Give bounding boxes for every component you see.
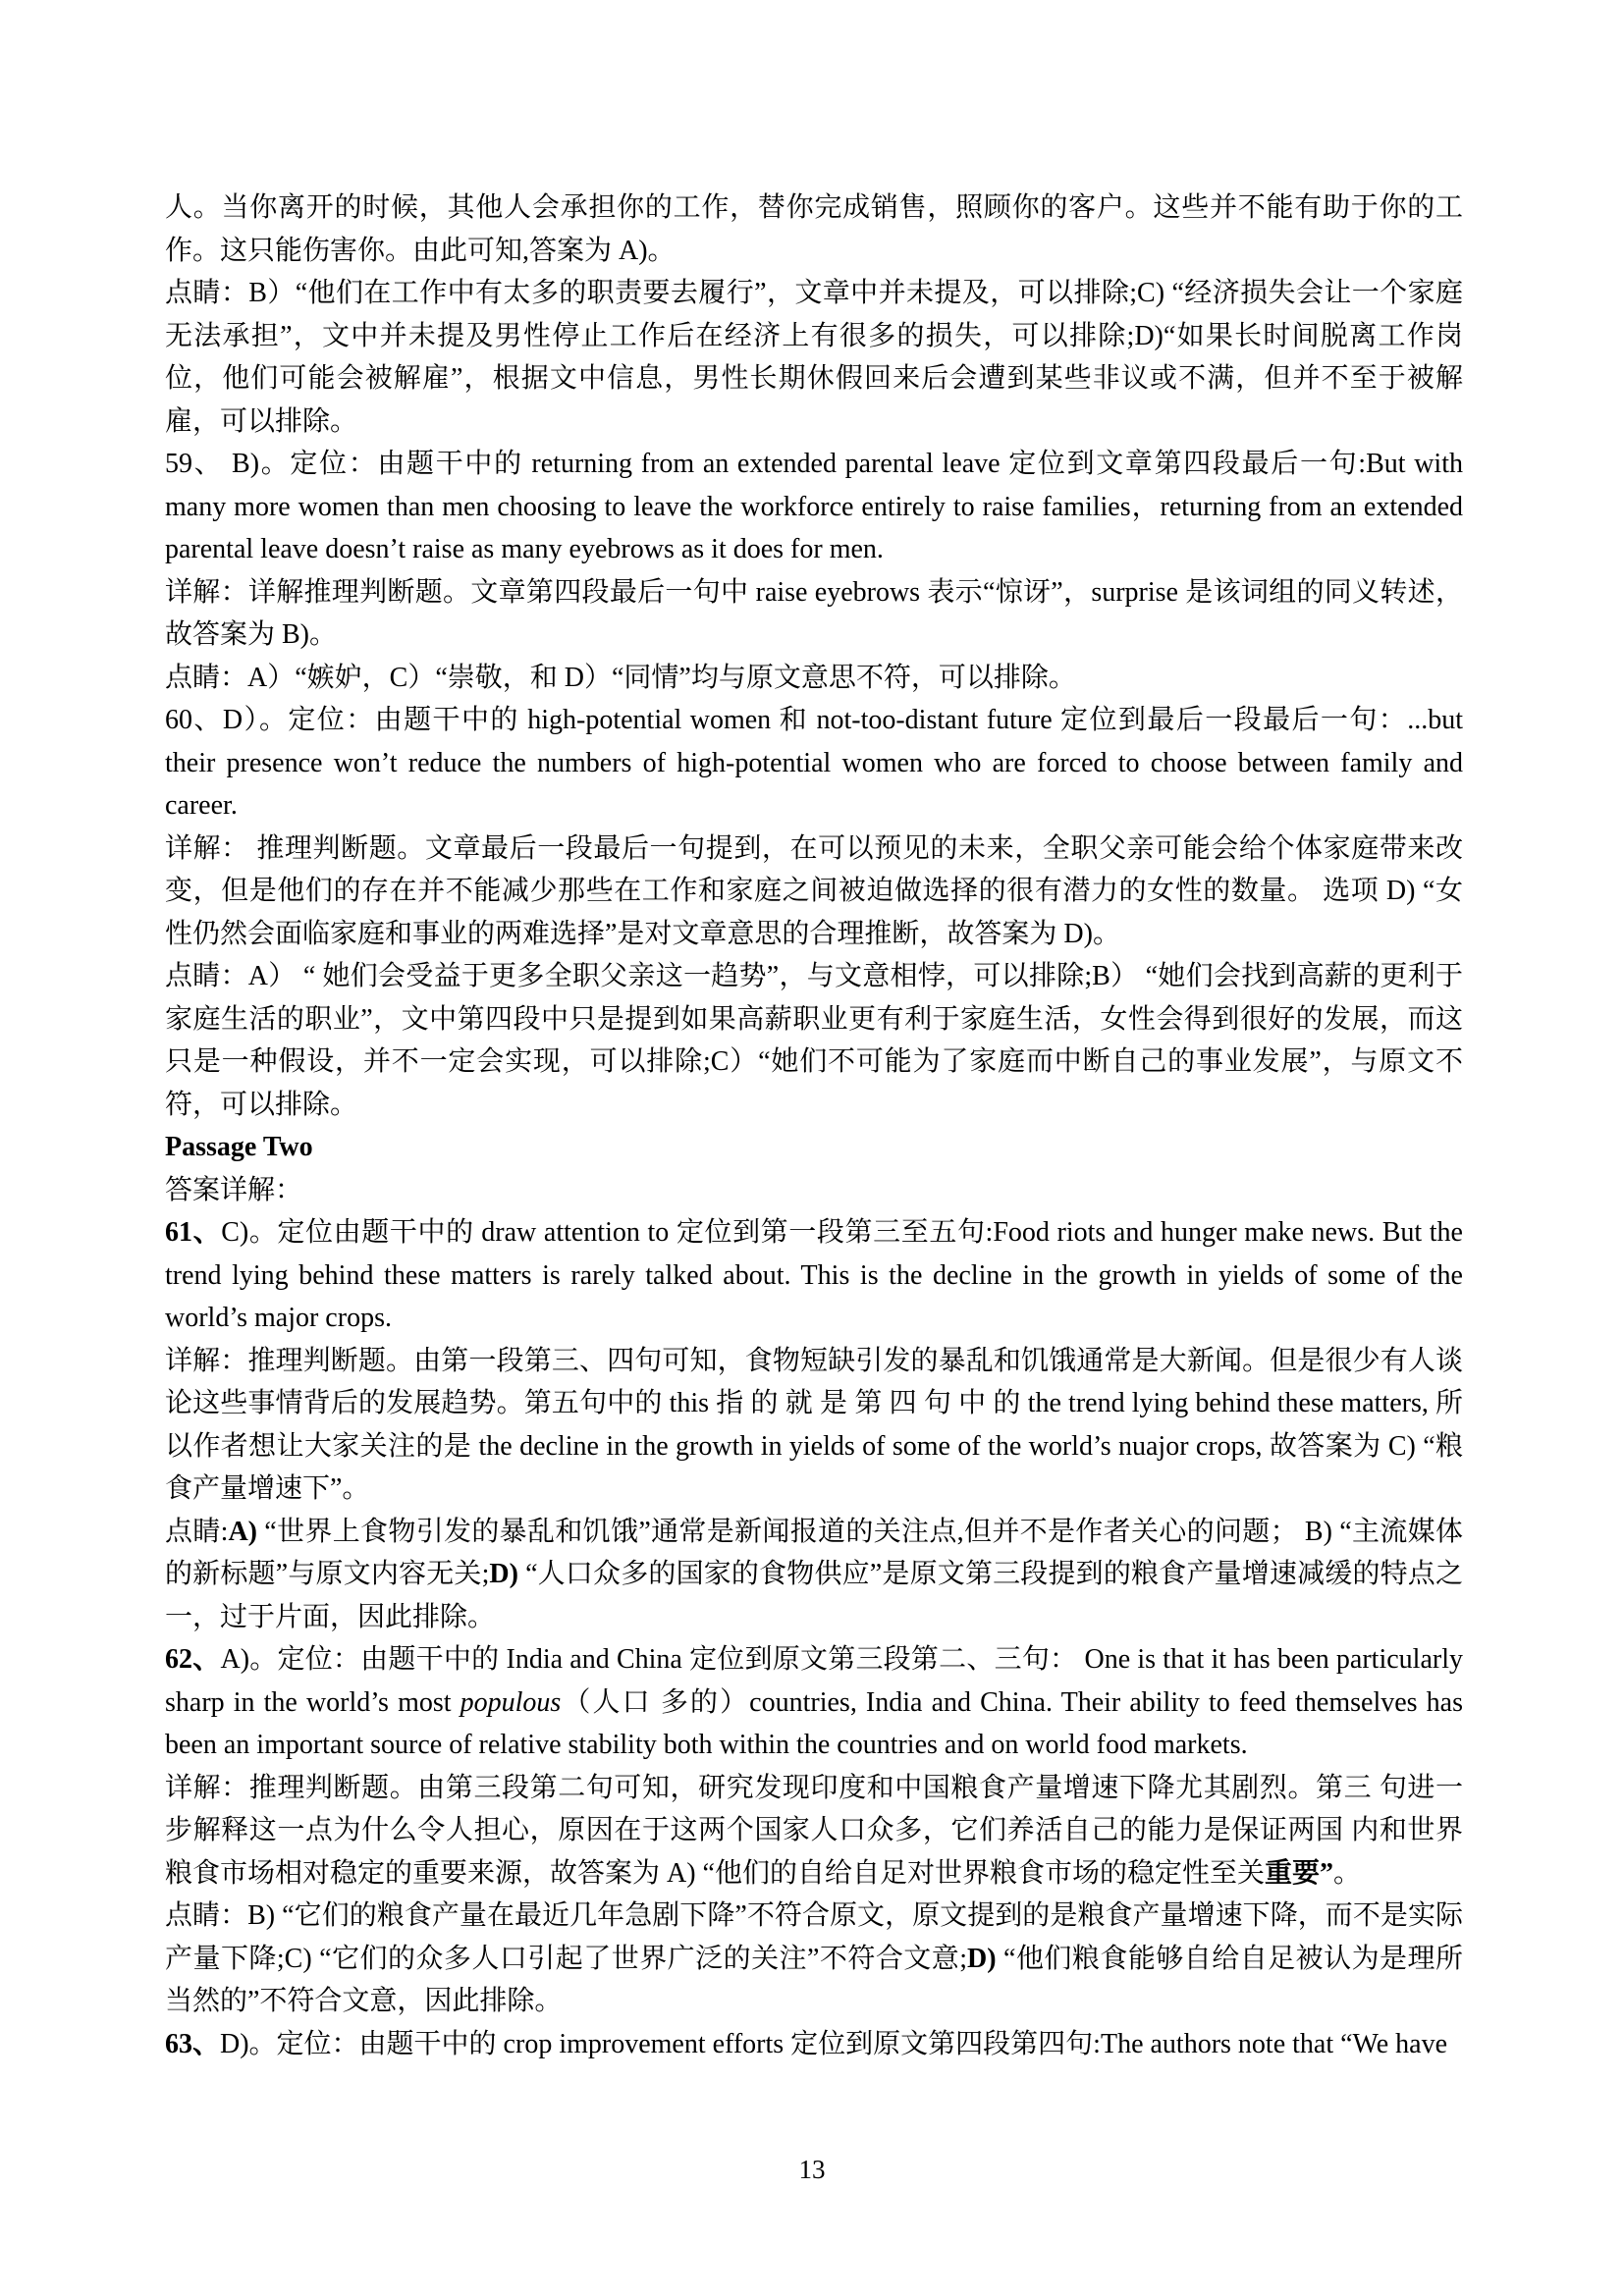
text-run: 61、 (165, 1217, 222, 1248)
text-run: D)。定位：由题干中的 crop improvement efforts 定位到原文第四段第四句:The authors note that “We have (220, 2028, 1448, 2059)
text-run: Passage Two (165, 1132, 313, 1162)
text-run: 点睛：B）“他们在工作中有太多的职责要去履行”，文章中并未提及，可以排除;C) “经济损失会让一个家庭无法承担”，文中并未提及男性停止工作后在经济上有很多的损失，可以排除;D)“如果长时间脱离工作岗位，他们可能会被解雇”，根据文中信息，男性长期休假回来后会遭到某些非议或不满，但并不至于被解雇，可以排除。 (165, 278, 1463, 437)
text-run: 。 (1333, 1857, 1362, 1889)
paragraph (165, 2023, 1463, 2066)
text-run: A) (228, 1516, 257, 1547)
text-run: D) (967, 1943, 997, 1974)
text-run: （人口 多的）countries, India and China. Their ability to feed themselves has been an important source of relative stability both within the countries and on world food markets. (165, 1686, 1463, 1760)
text-run: 59、 B)。定位：由题干中的 returning from an extended parental leave 定位到文章第四段最后一句:But with many more women than men choosing to leave the workforce entirely to raise families，returning from an extended parental leave doesn’t raise as many eyebrows as it does for men. (165, 449, 1463, 564)
paragraph (165, 1511, 1463, 1639)
paragraph (165, 1638, 1463, 1767)
text-run: 详解： 推理判断题。文章最后一段最后一句提到，在可以预见的未来，全职父亲可能会给个体家庭带来改变，但是他们的存在并不能减少那些在工作和家庭之间被迫做选择的很有潜力的女性的数量。 选项 D) “女性仍然会面临家庭和事业的两难选择”是对文章意思的合理推断，故答案为 D)。 (165, 832, 1463, 949)
paragraph (165, 828, 1463, 956)
paragraph (165, 1126, 1463, 1169)
text-run: 重要” (1264, 1857, 1333, 1889)
paragraph (165, 443, 1463, 571)
text-run: 63、 (165, 2028, 221, 2059)
text-run: populous (460, 1686, 562, 1718)
text-run: 点睛：B) “它们的粮食产量在最近几年急剧下降”不符合原文，原文提到的是粮食产量增速下降，而不是实际产量下降;C) “它们的众多人口引起了世界广泛的关注”不符合文意; (165, 1900, 1463, 1974)
page-number: 13 (798, 2155, 826, 2184)
paragraph (165, 1169, 1463, 1212)
text-run: 62、 (165, 1644, 221, 1675)
paragraph (165, 1211, 1463, 1340)
text-run: C)。定位由题干中的 draw attention to 定位到第一段第三至五句:Food riots and hunger make news. But the trend lying behind these matters is rarely talked about. This is the decline in the growth in yields of some of the world’s major crops. (165, 1217, 1463, 1333)
paragraph (165, 657, 1463, 700)
text-run: “世界上食物引发的暴乱和饥饿”通常是新闻报道的关注点,但并不是作者关心的问题； B) “主流媒体的新标题”与原文内容无关; (165, 1516, 1463, 1589)
text-run: 详解：详解推理判断题。文章第四段最后一句中 raise eyebrows 表示“惊讶”，surprise 是该词组的同义转述，故答案为 B)。 (165, 576, 1463, 650)
paragraph (165, 187, 1463, 272)
text-run: 人。当你离开的时候，其他人会承担你的工作，替你完成销售，照顾你的客户。这些并不能有助于你的工作。这只能伤害你。由此可知,答案为 A)。 (165, 192, 1463, 266)
paragraph (165, 955, 1463, 1126)
text-run: 点睛：A）“嫉妒，C）“崇敬，和 D）“同情”均与原文意思不符，可以排除。 (165, 662, 1076, 693)
paragraph (165, 1767, 1463, 1896)
paragraph (165, 699, 1463, 828)
text-run: 答案详解： (165, 1174, 303, 1205)
document-body (165, 187, 1463, 2065)
paragraph (165, 1895, 1463, 2023)
text-run: 点睛: (165, 1516, 229, 1547)
paragraph (165, 272, 1463, 443)
text-run: 详解：推理判断题。由第三段第二句可知，研究发现印度和中国粮食产量增速下降尤其剧烈。第三 句进一步解释这一点为什么令人担心，原因在于这两个国家人口众多，它们养活自己的能力是保证两国 内和世界粮食市场相对稳定的重要来源，故答案为 A) “他们的自给自足对世界粮食市场的稳定性至关 (165, 1772, 1463, 1889)
text-run: D) (489, 1559, 518, 1589)
text-run: A)。定位：由题干中的 India and China 定位到原文第三段第二、三句： One is that it has been particularly sharp in the world’s most (165, 1644, 1463, 1718)
paragraph (165, 1340, 1463, 1511)
text-run: 点睛：A） “ 她们会受益于更多全职父亲这一趋势”，与文意相悖，可以排除;B） “她们会找到高薪的更利于家庭生活的职业”，文中第四段中只是提到如果高薪职业更有利于家庭生活，女性会得到很好的发展，而这只是一种假设，并不一定会实现，可以排除;C）“她们不可能为了家庭而中断自己的事业发展”，与原文不符，可以排除。 (165, 961, 1463, 1120)
text-run: “他们粮食能够自给自足被认为是理所当然的”不符合文意，因此排除。 (165, 1943, 1463, 2016)
text-run: 详解：推理判断题。由第一段第三、四句可知，食物短缺引发的暴乱和饥饿通常是大新闻。但是很少有人谈论这些事情背后的发展趋势。第五句中的 this 指 的 就 是 第 四 句 中 的 the trend lying behind these matters, 所以作者想让大家关注的是 the decline in the growth in yields of some of the world’s nuajor crops, 故答案为 C) “粮食产量增速下”。 (165, 1345, 1463, 1504)
paragraph (165, 571, 1463, 657)
text-run: 60、D）。定位：由题干中的 high-potential women 和 not-too-distant future 定位到最后一段最后一句：...but their presence won’t reduce the numbers of high-potential women who are forced to choose between family and career. (165, 705, 1463, 821)
text-run: “人口众多的国家的食物供应”是原文第三段提到的粮食产量增速减缓的特点之一，过于片面，因此排除。 (165, 1559, 1463, 1632)
